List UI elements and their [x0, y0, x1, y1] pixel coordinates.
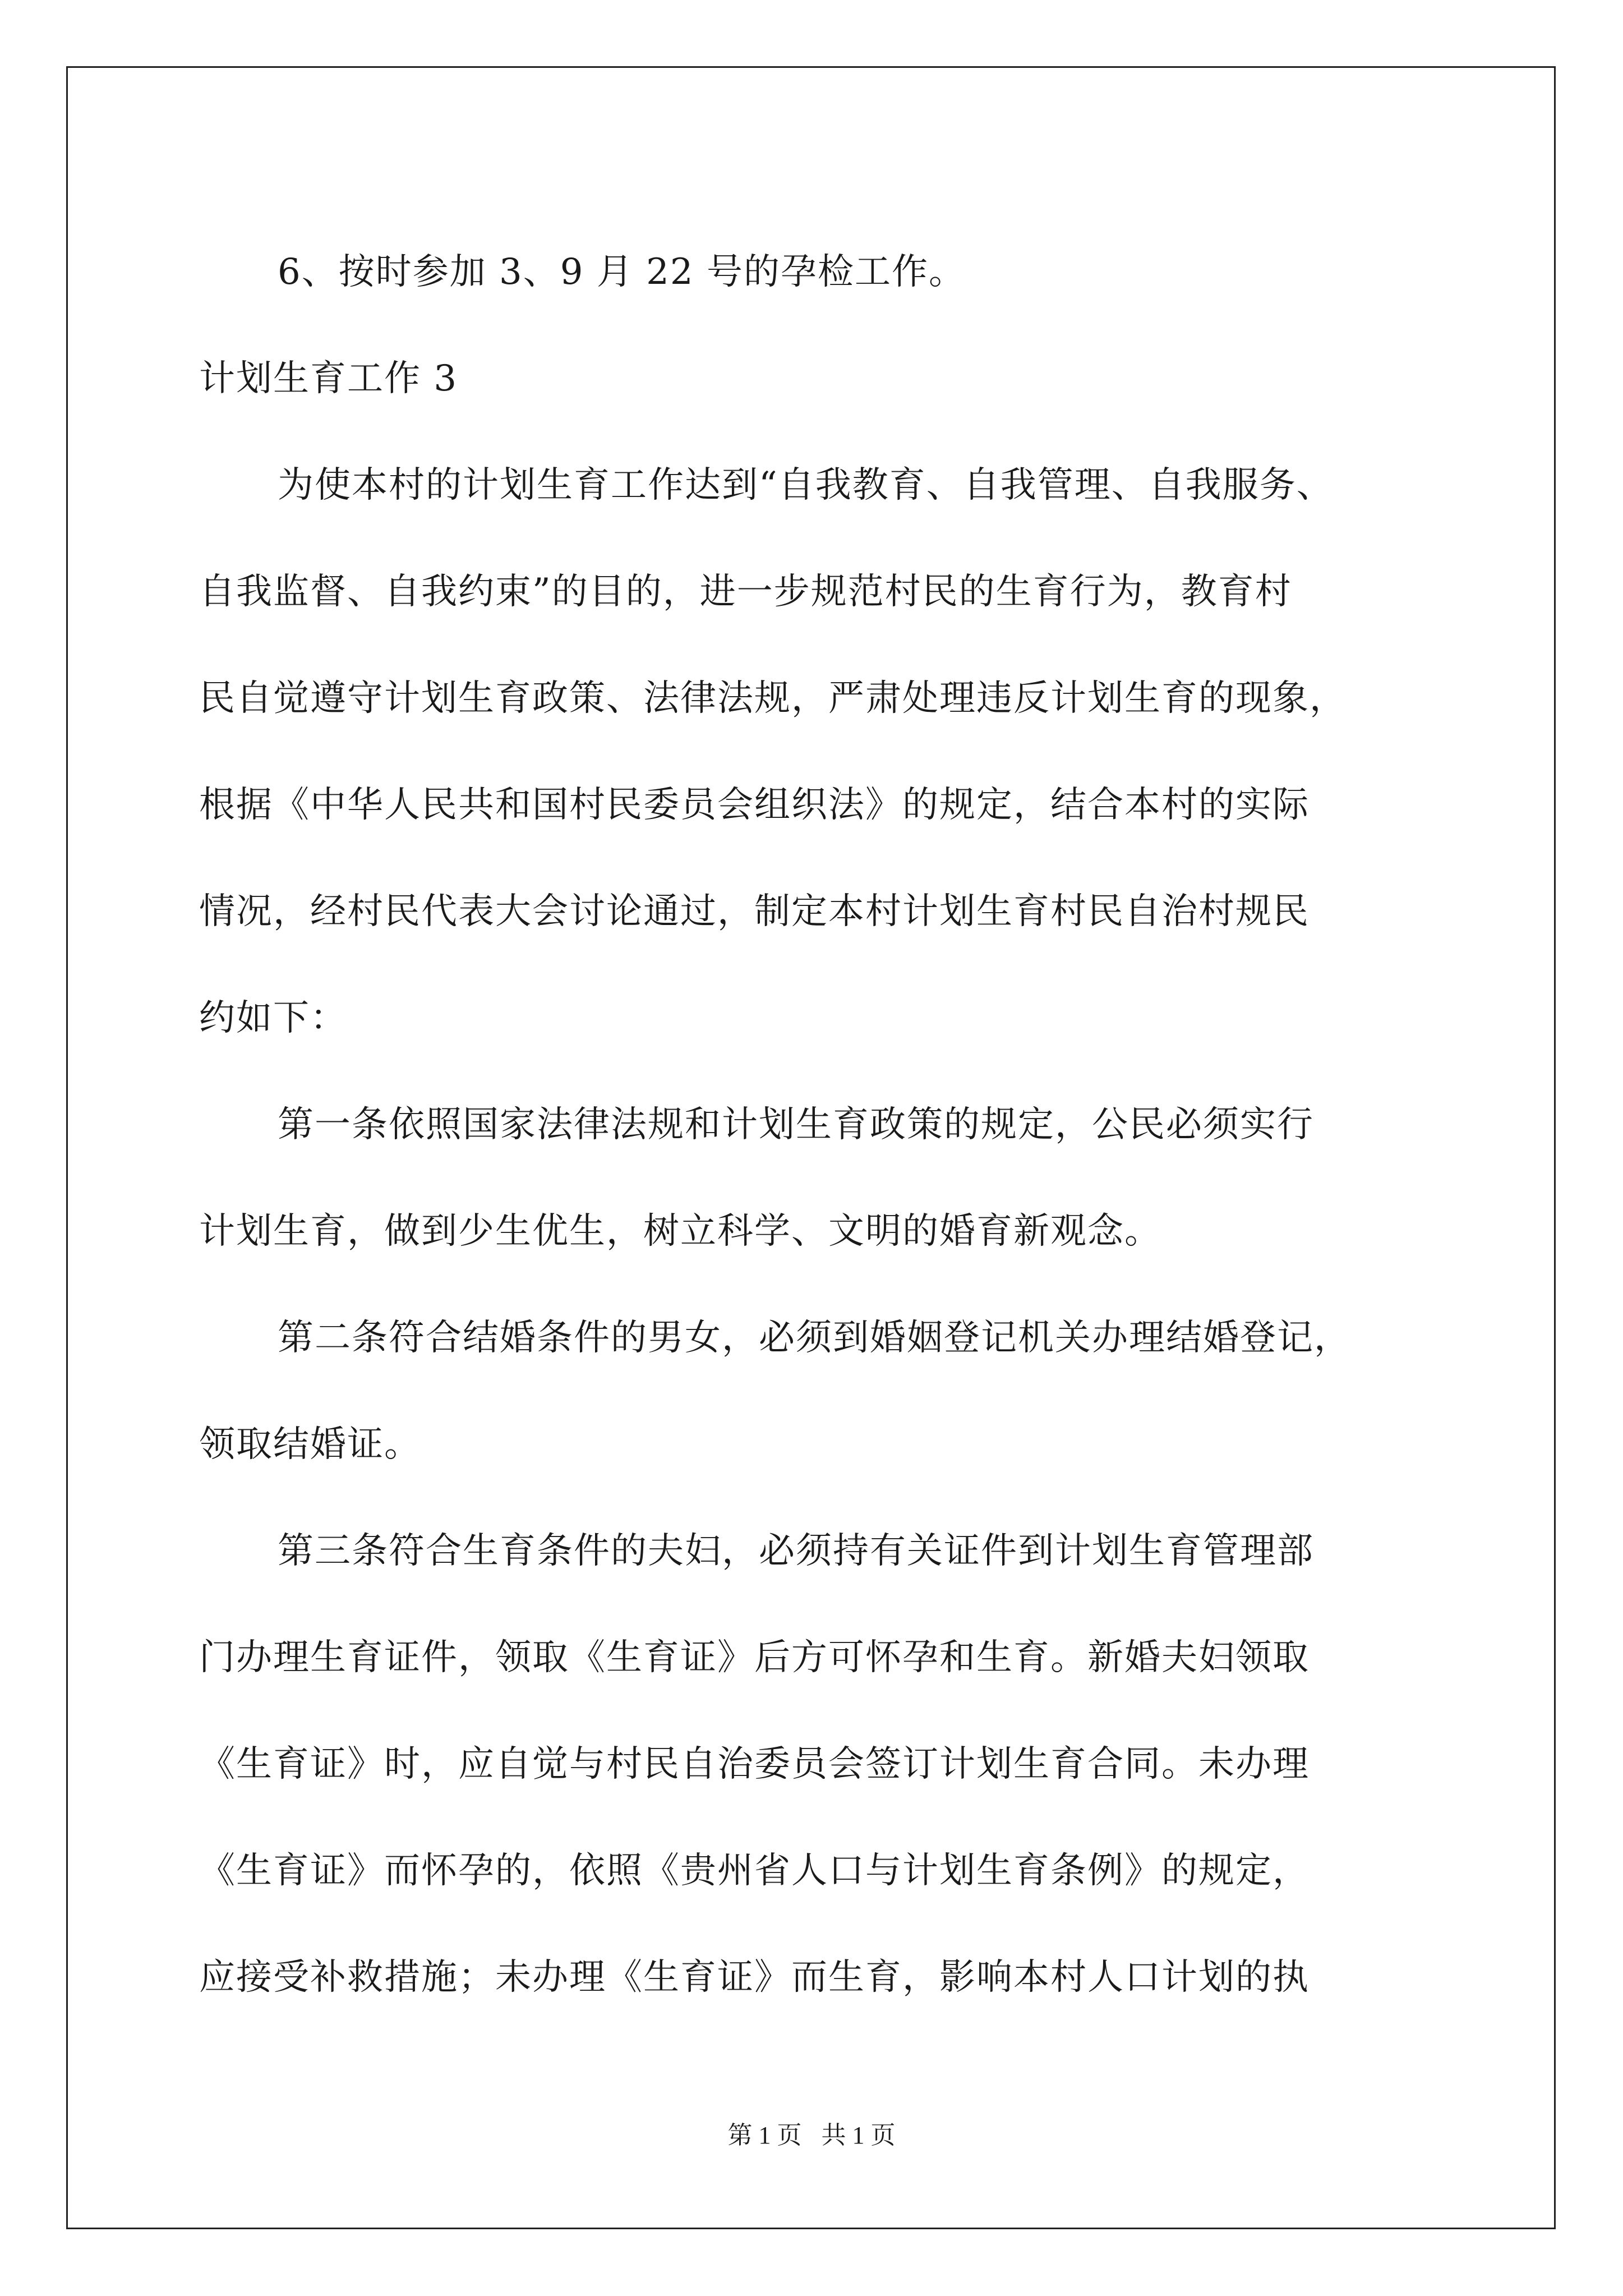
text-line: 情况，经村民代表大会讨论通过，制定本村计划生育村民自治村规民 [199, 891, 1310, 932]
page-total: 共 1 页 [821, 2122, 896, 2149]
text-line: 计划生育工作 3 [199, 358, 458, 399]
text-line: 自我监督、自我约束”的目的，进一步规范村民的生育行为，教育村 [199, 571, 1292, 613]
text-line: 领取结婚证。 [199, 1424, 421, 1465]
page-footer [0, 2115, 1623, 2151]
text-line: 根据《中华人民共和国村民委员会组织法》的规定，结合本村的实际 [199, 784, 1310, 826]
text-line: 门办理生育证件，领取《生育证》后方可怀孕和生育。新婚夫妇领取 [199, 1637, 1310, 1678]
text-line: 为使本村的计划生育工作达到“自我教育、自我管理、自我服务、 [278, 464, 1334, 506]
text-line: 计划生育，做到少生优生，树立科学、文明的婚育新观念。 [199, 1211, 1161, 1252]
text-line: 第一条依照国家法律法规和计划生育政策的规定，公民必须实行 [278, 1104, 1314, 1145]
text-line: 应接受补救措施；未办理《生育证》而生育，影响本村人口计划的执 [199, 1957, 1310, 1998]
document-body [199, 219, 1433, 2031]
text-line: 《生育证》而怀孕的，依照《贵州省人口与计划生育条例》的规定， [199, 1850, 1310, 1892]
text-line: 《生育证》时，应自觉与村民自治委员会签订计划生育合同。未办理 [199, 1743, 1310, 1785]
text-line: 6、按时参加 3、9 月 22 号的孕检工作。 [278, 251, 966, 293]
text-line: 民自觉遵守计划生育政策、法律法规，严肃处理违反计划生育的现象， [199, 678, 1347, 719]
text-line: 约如下： [199, 997, 347, 1039]
text-line: 第二条符合结婚条件的男女，必须到婚姻登记机关办理结婚登记， [278, 1317, 1351, 1359]
page-number: 第 1 页 [727, 2122, 802, 2149]
text-line: 第三条符合生育条件的夫妇，必须持有关证件到计划生育管理部 [278, 1530, 1314, 1572]
